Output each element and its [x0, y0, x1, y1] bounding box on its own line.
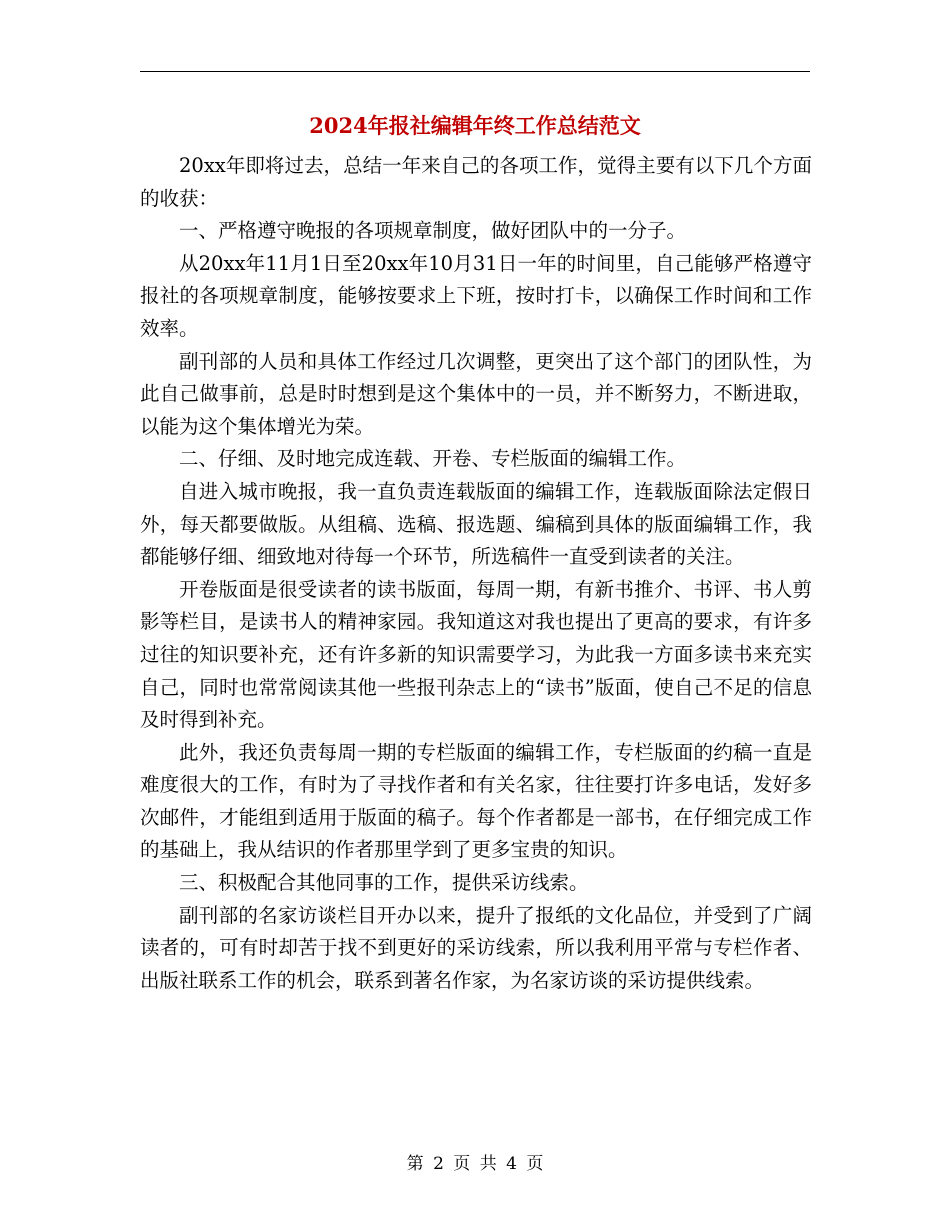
section-heading-1: 一、严格遵守晚报的各项规章制度，做好团队中的一分子。: [179, 219, 687, 243]
page-number: 第 2 页 共 4 页: [406, 1154, 544, 1174]
paragraph: 开卷版面是很受读者的读书版面，每周一期，有新书推介、书评、书人剪影等栏目，是读书人的精神家园。我知道这对我也提出了更高的要求，有许多过往的知识要补充，还有许多新的知识需要学习，为此我一方面多读书来充实自己，同时也常常阅读其他一些报刊杂志上的“读书”版面，使自己不足的信息及时得到补充。: [140, 577, 812, 732]
paragraph: 从20xx年11月1日至20xx年10月31日一年的时间里，自己能够严格遵守报社的各项规章制度，能够按要求上下班，按时打卡，以确保工作时间和工作效率。: [140, 251, 812, 340]
paragraph-intro: 20xx年即将过去，总结一年来自己的各项工作，觉得主要有以下几个方面的收获：: [140, 154, 812, 210]
document-body: [140, 150, 812, 997]
paragraph: 自进入城市晚报，我一直负责连载版面的编辑工作，连载版面除法定假日外，每天都要做版。从组稿、选稿、报选题、编稿到具体的版面编辑工作，我都能够仔细、细致地对待每一个环节，所选稿件一直受到读者的关注。: [140, 479, 812, 569]
header-rule: [140, 71, 810, 72]
section-heading-2: 二、仔细、及时地完成连载、开卷、专栏版面的编辑工作。: [179, 447, 687, 471]
document-title: 2024年报社编辑年终工作总结范文: [309, 113, 641, 138]
paragraph: 此外，我还负责每周一期的专栏版面的编辑工作，专栏版面的约稿一直是难度很大的工作，有时为了寻找作者和有关名家，往往要打许多电话，发好多次邮件，才能组到适用于版面的稿子。每个作者都是一部书，在仔细完成工作的基础上，我从结识的作者那里学到了更多宝贵的知识。: [140, 740, 812, 862]
paragraph: 副刊部的人员和具体工作经过几次调整，更突出了这个部门的团队性，为此自己做事前，总是时时想到是这个集体中的一员，并不断努力，不断进取，以能为这个集体增光为荣。: [140, 349, 812, 438]
paragraph: 副刊部的名家访谈栏目开办以来，提升了报纸的文化品位，并受到了广阔读者的，可有时却苦于找不到更好的采访线索，所以我利用平常与专栏作者、出版社联系工作的机会，联系到著名作家，为名家访谈的采访提供线索。: [140, 903, 812, 992]
section-heading-3: 三、积极配合其他同事的工作，提供采访线索。: [179, 871, 589, 895]
